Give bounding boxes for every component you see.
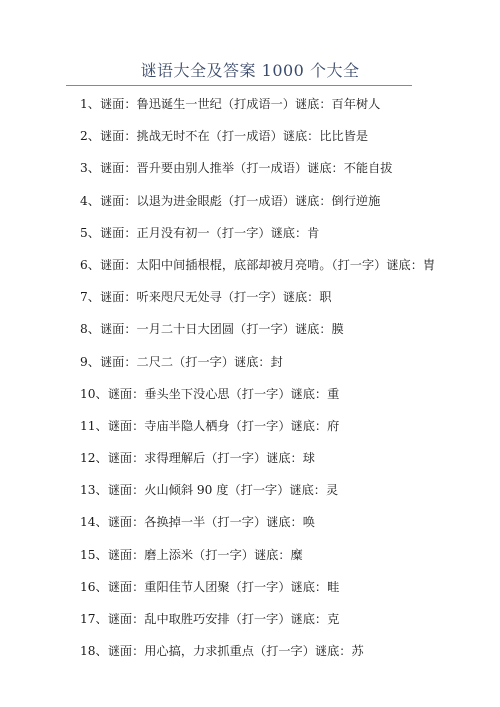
riddle-item-7: 7、谜面：听来咫尺无处寻（打一字）谜底：职: [80, 290, 332, 305]
riddle-item-3: 3、谜面：晋升要由别人推举（打一成语）谜底：不能自拔: [80, 161, 393, 176]
riddle-item-1: 1、谜面：鲁迅诞生一世纪（打成语一）谜底：百年树人: [80, 97, 381, 111]
riddle-item-12: 12、谜面：求得理解后（打一字）谜底：球: [80, 451, 315, 466]
page-title: 谜语大全及答案 1000 个大全: [140, 61, 360, 80]
riddle-item-18: 18、谜面：用心搞，力求抓重点（打一字）谜底：苏: [80, 644, 364, 659]
riddle-list: [80, 95, 480, 674]
riddle-item-2: 2、谜面：挑战无时不在（打一成语）谜底：比比皆是: [80, 129, 369, 144]
riddle-item-17: 17、谜面：乱中取胜巧安排（打一字）谜底：克: [80, 612, 340, 626]
riddle-item-9: 9、谜面：二尺二（打一字）谜底：封: [80, 354, 283, 369]
riddle-item-8: 8、谜面：一月二十日大团圆（打一字）谜底：膜: [80, 322, 344, 337]
riddle-item-10: 10、谜面：垂头坐下没心思（打一字）谜底：重: [80, 386, 340, 401]
riddle-item-15: 15、谜面：磨上添米（打一字）谜底：糜: [80, 547, 303, 562]
riddle-item-5: 5、谜面：正月没有初一（打一字）谜底：肯: [80, 225, 320, 240]
riddle-item-16: 16、谜面：重阳佳节人团聚（打一字）谜底：畦: [80, 579, 340, 594]
riddle-item-11: 11、谜面：寺庙半隐人栖身（打一字）谜底：府: [80, 418, 340, 433]
riddle-item-14: 14、谜面：各换掉一半（打一字）谜底：唤: [80, 515, 315, 530]
riddle-item-13: 13、谜面：火山倾斜 90 度（打一字）谜底：灵: [80, 483, 339, 498]
title-underline: [66, 85, 412, 86]
riddle-item-6: 6、谜面：太阳中间插根棍，底部却被月亮啃。（打一字）谜底：胄: [80, 257, 436, 272]
riddle-item-4: 4、谜面：以退为进金眼彪（打一成语）谜底：倒行逆施: [80, 193, 381, 208]
